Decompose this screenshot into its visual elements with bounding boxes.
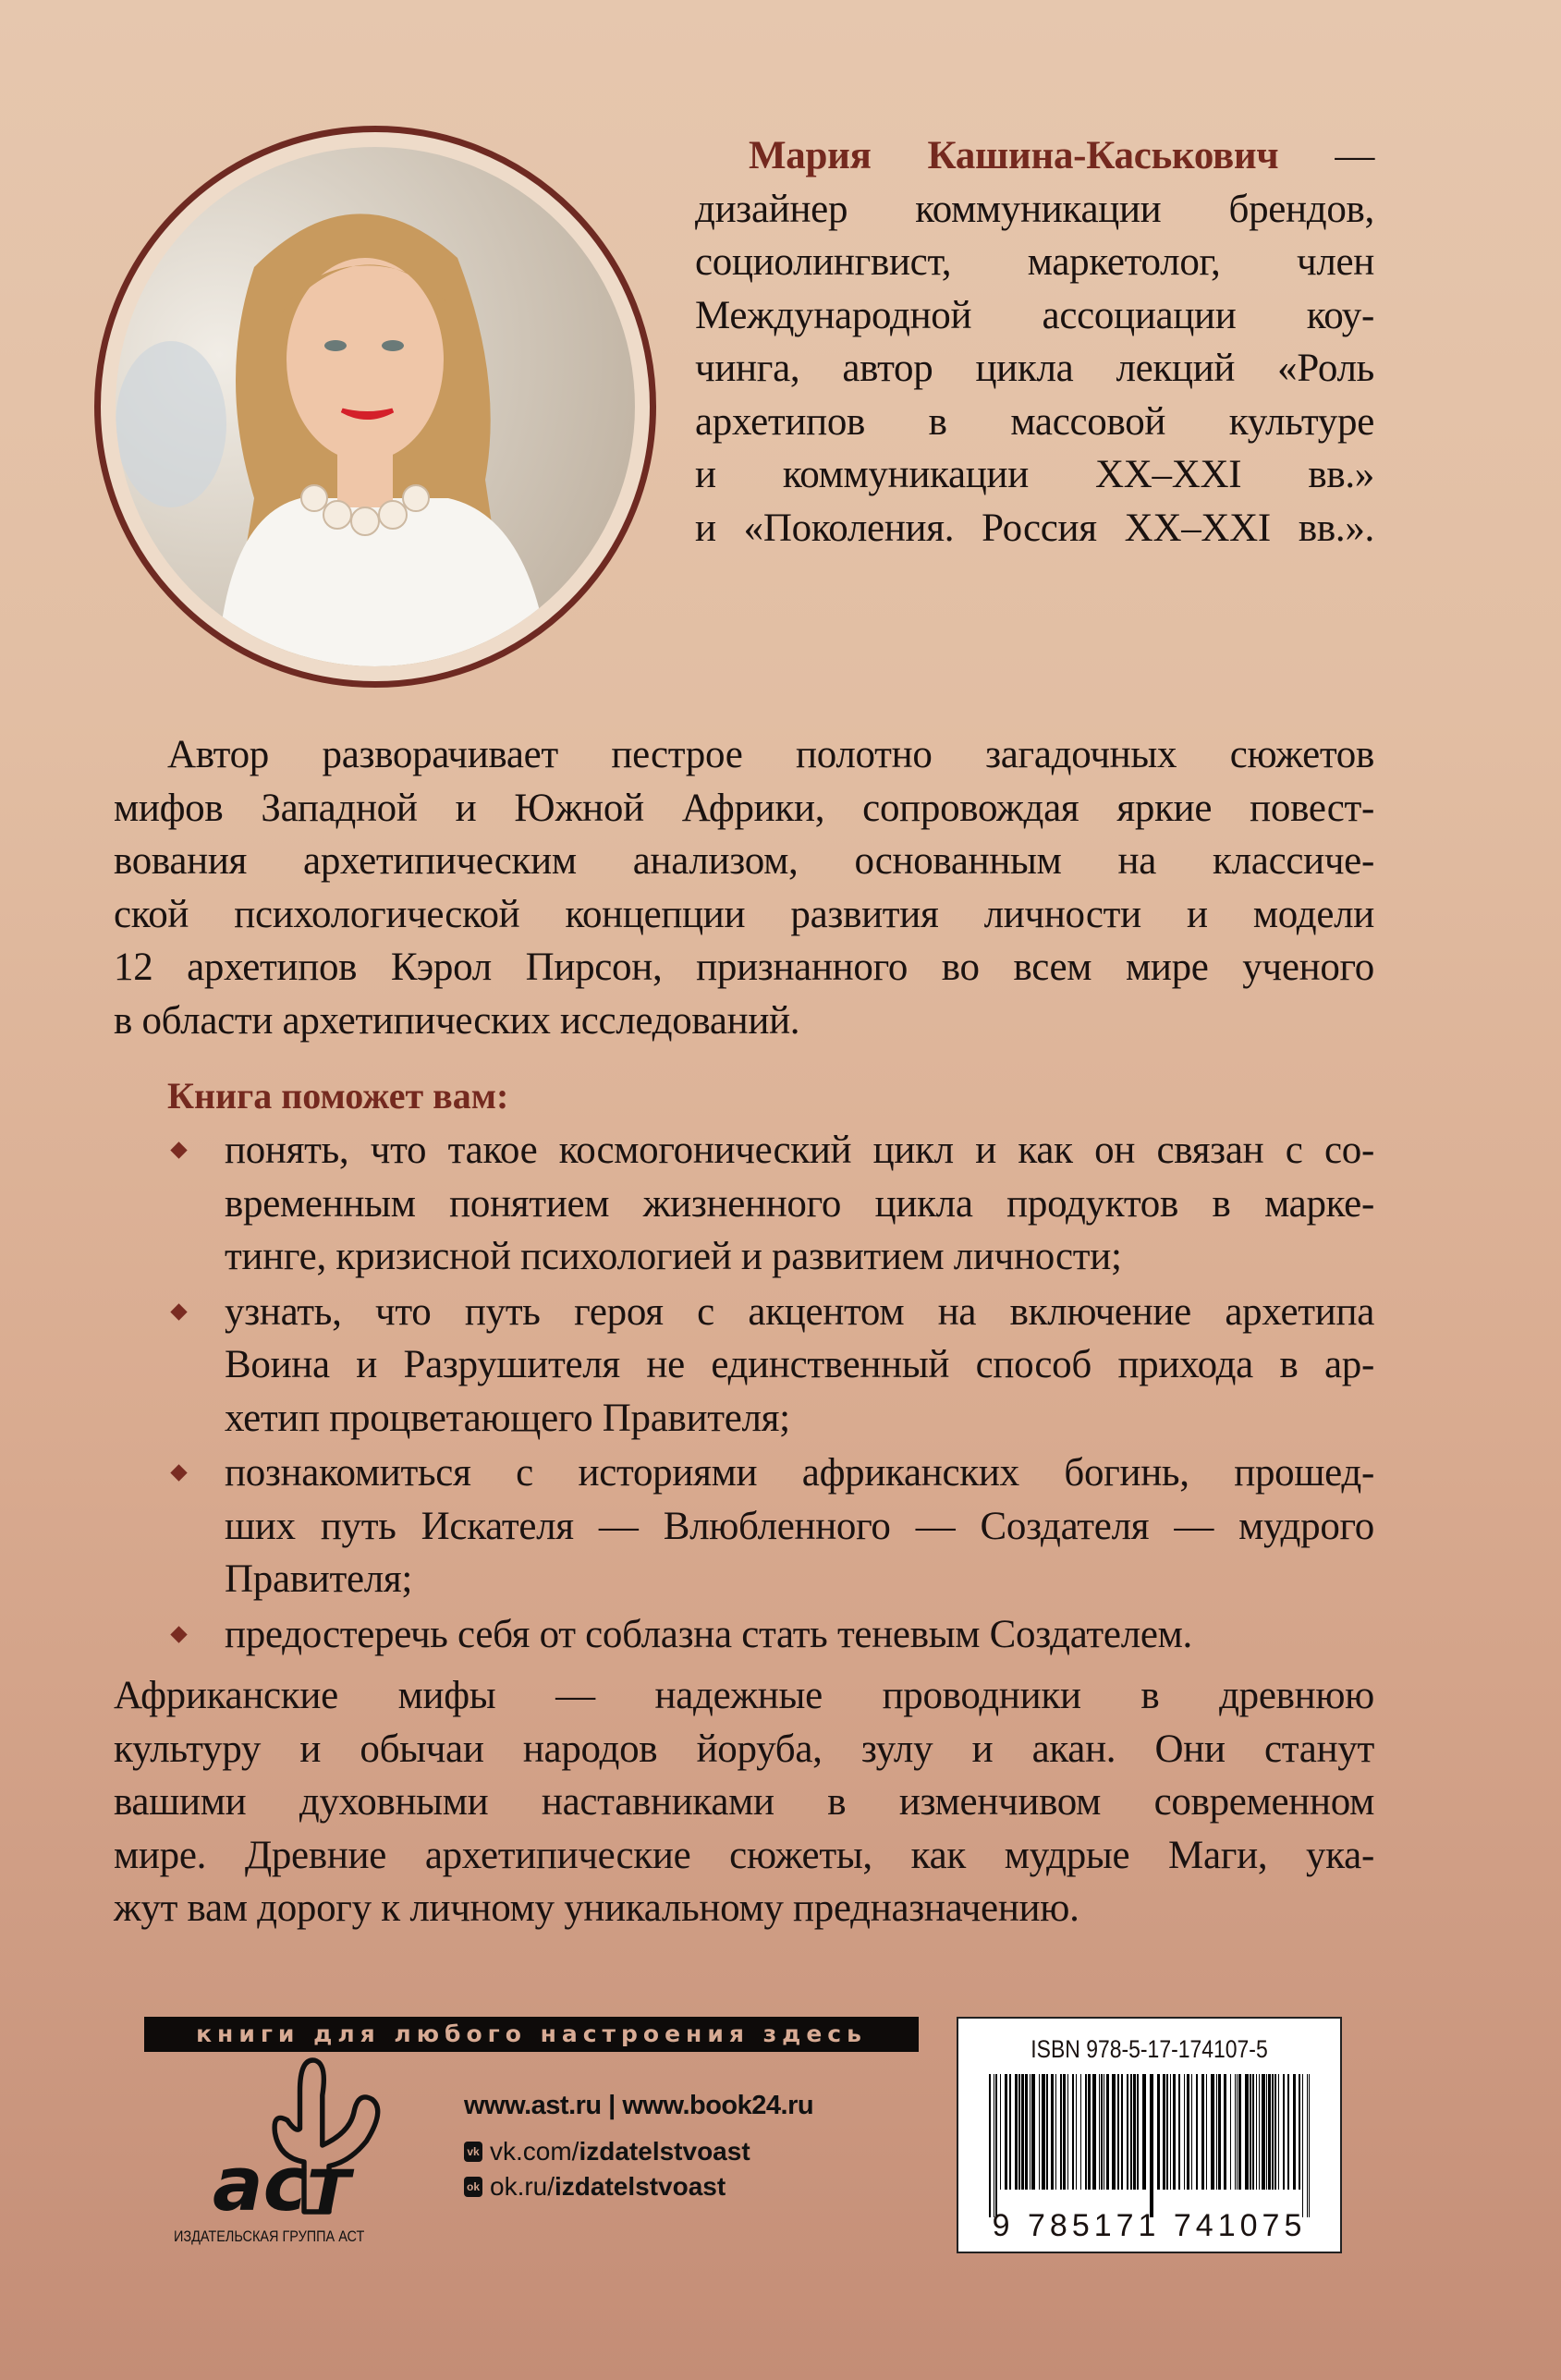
- barcode-bar: [1218, 2074, 1221, 2190]
- barcode-bar: [1021, 2074, 1024, 2190]
- barcode-bar: [1137, 2074, 1139, 2190]
- author-photo-frame: [94, 126, 656, 688]
- barcode-bar: [1112, 2074, 1116, 2190]
- author-dash: —: [1335, 134, 1375, 177]
- author-bio-line: социолингвист, маркетолог, член: [695, 240, 1374, 284]
- vk-prefix: vk.com/: [490, 2137, 579, 2166]
- publisher-caption: ИЗДАТЕЛЬСКАЯ ГРУППА АСТ: [174, 2227, 365, 2245]
- barcode-bar: [1302, 2074, 1303, 2217]
- text-line: ской психологической концепции развития личности и модели: [114, 892, 1374, 936]
- author-bio-line: дизайнер коммуникации брендов,: [695, 187, 1374, 231]
- barcode-bar: [1266, 2074, 1267, 2190]
- barcode-bar: [1060, 2074, 1062, 2190]
- barcode-bar: [1293, 2074, 1296, 2190]
- text-line: мире. Древние архетипические сюжеты, как мудрые Маги, ука-: [114, 1833, 1374, 1877]
- barcode-bar: [1157, 2074, 1160, 2190]
- barcode-bar: [1262, 2074, 1265, 2190]
- barcode-bar: [1250, 2074, 1251, 2190]
- benefits-heading: Книга поможет вам:: [167, 1075, 509, 1117]
- text-line: культуру и обычаи народов йоруба, зулу и акан. Они станут: [114, 1727, 1374, 1771]
- text-line: тинге, кризисной психологией и развитием личности;: [225, 1235, 1122, 1278]
- barcode-bar: [1046, 2074, 1048, 2190]
- barcode-bar: [1030, 2074, 1031, 2190]
- barcode-bar: [995, 2074, 997, 2217]
- text-line: Правителя;: [225, 1557, 413, 1601]
- author-bio-line: [695, 129, 1374, 183]
- barcode-bar: [1080, 2074, 1081, 2190]
- barcode-bar: [1106, 2074, 1109, 2190]
- text-line: узнать, что путь героя с акцентом на включение архетипа: [225, 1289, 1374, 1334]
- barcode-bar: [1206, 2074, 1207, 2190]
- list-item: [225, 1446, 1374, 1606]
- barcode-bar: [1252, 2074, 1254, 2190]
- author-photo: [116, 147, 635, 666]
- diamond-bullet-icon: [170, 1464, 187, 1481]
- barcode-bar: [1299, 2074, 1300, 2190]
- barcode-bar: [1015, 2074, 1018, 2190]
- ok-handle: izdatelstvoast: [555, 2172, 726, 2201]
- text-line: понять, что такое космогонический цикл и как он связан с со-: [225, 1129, 1374, 1172]
- text-line: Воина и Разрушителя не единственный способ прихода в ар-: [225, 1343, 1374, 1386]
- barcode-bar: [1187, 2074, 1189, 2190]
- barcode-bar: [1031, 2074, 1035, 2190]
- text-line: вования архетипическим анализом, основанным на классиче-: [114, 839, 1374, 883]
- barcode-bar: [1287, 2074, 1289, 2190]
- text-line: ших путь Искателя — Влюбленного — Создателя — мудрого: [225, 1504, 1374, 1548]
- barcode-bar: [1018, 2074, 1020, 2190]
- barcode-bar: [1063, 2074, 1066, 2190]
- barcode-bar: [1000, 2074, 1001, 2190]
- vk-link[interactable]: [464, 2138, 813, 2166]
- barcode-bars: [982, 2074, 1319, 2217]
- barcode-bar: [1274, 2074, 1276, 2190]
- barcode-bar: [1039, 2074, 1040, 2190]
- barcode-bar: [1067, 2074, 1068, 2190]
- diamond-bullet-icon: [170, 1303, 187, 1320]
- barcode-bar: [1117, 2074, 1119, 2190]
- barcode-bar: [1005, 2074, 1007, 2190]
- website-links[interactable]: www.ast.ru | www.book24.ru: [464, 2091, 814, 2120]
- barcode-bar: [1130, 2074, 1132, 2190]
- barcode-bar: [1235, 2074, 1236, 2190]
- barcode-bar: [1092, 2074, 1096, 2190]
- barcode-bar: [1307, 2074, 1308, 2217]
- barcode-bar: [1283, 2074, 1285, 2190]
- barcode-bar: [1268, 2074, 1271, 2190]
- barcode-bar: [1259, 2074, 1260, 2190]
- barcode-bar: [1072, 2074, 1074, 2190]
- isbn-barcode: [957, 2017, 1342, 2253]
- text-line: предостеречь себя от соблазна стать теневым Создателем.: [225, 1612, 1192, 1656]
- barcode-bar: [1211, 2074, 1214, 2190]
- ast-logo: [185, 2054, 407, 2220]
- text-line: мифов Западной и Южной Африки, сопровождая яркие повест-: [114, 786, 1374, 830]
- list-item: [225, 1286, 1374, 1446]
- vk-icon: vk: [464, 2142, 482, 2162]
- barcode-bar: [1230, 2074, 1231, 2190]
- text-line: Африканские мифы — надежные проводники в древнюю: [114, 1674, 1374, 1717]
- barcode-bar: [1042, 2074, 1045, 2190]
- benefits-list: [225, 1124, 1374, 1663]
- text-line: 12 архетипов Кэрол Пирсон, признанного во всем мире ученого: [114, 946, 1374, 989]
- barcode-bar: [1196, 2074, 1198, 2190]
- barcode-bar: [1184, 2074, 1185, 2190]
- barcode-bar: [1088, 2074, 1091, 2190]
- barcode-bar: [1173, 2074, 1176, 2190]
- closing-paragraph: [114, 1669, 1374, 1935]
- barcode-bar: [1170, 2074, 1171, 2190]
- text-line: Автор разворачивает пестрое полотно загадочных сюжетов: [167, 733, 1374, 776]
- ok-link[interactable]: [464, 2173, 813, 2201]
- author-bio-line: архетипов в массовой культуре: [695, 399, 1374, 444]
- barcode-bar: [1216, 2074, 1217, 2190]
- barcode-bar: [1278, 2074, 1279, 2190]
- list-item: [225, 1124, 1374, 1284]
- barcode-bar: [1201, 2074, 1204, 2190]
- barcode-bar: [1224, 2074, 1226, 2190]
- text-line: жут вам дорогу к личному уникальному предназначению.: [114, 1886, 1079, 1930]
- barcode-bar: [1245, 2074, 1249, 2190]
- barcode-bar: [1009, 2074, 1011, 2190]
- author-bio-line: Международной ассоциации коу-: [695, 293, 1374, 337]
- author-bio-line: и «Поколения. Россия XX–XXI вв.».: [695, 506, 1374, 550]
- intro-paragraph: [114, 728, 1374, 1047]
- text-line: временным понятием жизненного цикла продуктов в марке-: [225, 1181, 1374, 1226]
- vk-handle: izdatelstvoast: [579, 2137, 750, 2166]
- barcode-bar: [1309, 2074, 1310, 2217]
- diamond-bullet-icon: [170, 1141, 187, 1158]
- barcode-bar: [1121, 2074, 1123, 2190]
- odnoklassniki-icon: ok: [464, 2177, 482, 2197]
- text-line: познакомиться с историями африканских богинь, прошед-: [225, 1451, 1374, 1495]
- author-name: Мария Кашина-Каськович: [749, 134, 1279, 177]
- barcode-bar: [1166, 2074, 1168, 2190]
- author-bio-line: чинга, автор цикла лекций «Роль: [695, 347, 1374, 390]
- barcode-bar: [1191, 2074, 1192, 2190]
- text-line: вашими духовными наставниками в изменчивом современном: [114, 1780, 1374, 1824]
- barcode-bar: [1099, 2074, 1100, 2190]
- logo-text: аст: [213, 2142, 351, 2220]
- barcode-bar: [1150, 2074, 1153, 2217]
- author-bio-line: и коммуникации XX–XXI вв.»: [695, 453, 1374, 496]
- barcode-bar: [1076, 2074, 1077, 2190]
- barcode-bar: [1051, 2074, 1054, 2190]
- text-line: в области архетипических исследований.: [114, 998, 800, 1043]
- barcode-bar: [1237, 2074, 1238, 2190]
- publisher-links: [464, 2091, 813, 2201]
- ok-prefix: ok.ru/: [490, 2172, 555, 2201]
- barcode-bar: [1025, 2074, 1028, 2190]
- author-bio: [695, 129, 1374, 555]
- diamond-bullet-icon: [170, 1626, 187, 1642]
- barcode-bar: [1163, 2074, 1165, 2190]
- barcode-bar: [1133, 2074, 1136, 2190]
- isbn-text: ISBN 978-5-17-174107-5: [1031, 2035, 1268, 2063]
- barcode-bar: [1085, 2074, 1087, 2190]
- publisher-slogan: книги для любого настроения здесь: [144, 2017, 919, 2052]
- barcode-bar: [1142, 2074, 1146, 2190]
- barcode-bar: [1272, 2074, 1274, 2190]
- barcode-bar: [1256, 2074, 1257, 2190]
- barcode-bar: [989, 2074, 991, 2217]
- barcode-bar: [1127, 2074, 1128, 2190]
- list-item: [225, 1608, 1374, 1662]
- barcode-bar: [1238, 2074, 1241, 2190]
- text-line: хетип процветающего Правителя;: [225, 1396, 790, 1440]
- barcode-bar: [1101, 2074, 1103, 2190]
- barcode-bar: [1178, 2074, 1180, 2190]
- barcode-bar: [1055, 2074, 1056, 2190]
- ean-digits: 9 785171 741075: [992, 2208, 1307, 2243]
